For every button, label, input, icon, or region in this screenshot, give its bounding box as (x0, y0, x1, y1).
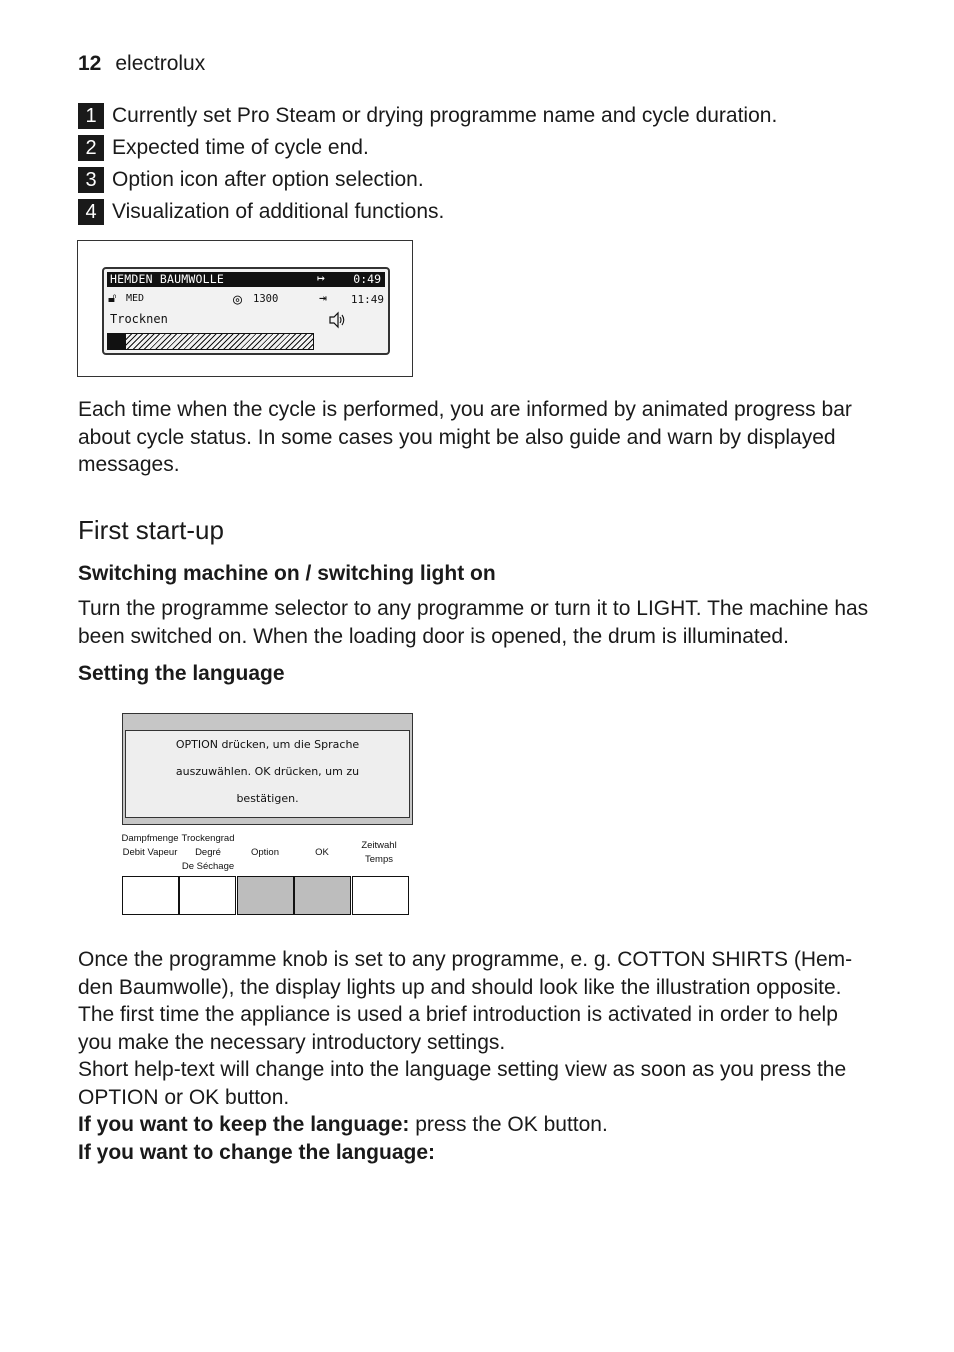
subsection-title-switching-on: Switching machine on / switching light on (78, 562, 496, 585)
ok-button[interactable] (294, 876, 351, 915)
lcd-message-line: auszuwählen. OK drücken, um zu (175, 765, 360, 778)
spin-speed: 1300 (253, 293, 279, 305)
option-button[interactable] (237, 876, 294, 915)
text-line: den Baumwolle), the display lights up and should look like the illustration opposite. (78, 975, 842, 999)
keep-language-label: If you want to keep the language: (78, 1113, 410, 1136)
progress-bar (107, 333, 314, 350)
speaker-icon (328, 311, 348, 329)
button-label-line: Trockengrad (181, 833, 235, 844)
section-title: First start-up (78, 515, 224, 545)
button-label-line: Temps (365, 854, 393, 865)
legend-number-badge: 1 (78, 103, 104, 129)
progress-bar-fill (108, 334, 126, 349)
button-label (293, 846, 351, 860)
programme-name: HEMDEN BAUMWOLLE (110, 272, 224, 286)
legend-item (78, 135, 878, 161)
programme-bar (107, 272, 385, 287)
legend-item (78, 103, 878, 129)
spin-icon: ◎ (233, 290, 243, 308)
cycle-duration: 0:49 (353, 272, 381, 286)
lcd-message-line: OPTION drücken, um die Sprache (175, 738, 360, 751)
display-illustration-language (122, 713, 413, 825)
page-header (78, 52, 205, 76)
control-panel-buttons (121, 830, 411, 916)
dryness-level: MED (126, 293, 145, 304)
text-line: Once the programme knob is set to any programme, e. g. COTTON SHIRTS (Hem- (78, 948, 853, 971)
text-line (78, 1111, 878, 1139)
button-label (236, 846, 294, 860)
keep-language-text: press the OK button. (409, 1113, 608, 1136)
lcd-message-screen (125, 730, 410, 818)
legend-text: Option icon after option selection. (112, 168, 424, 191)
text-line: The first time the appliance is used a brief introduction is activated in order to help (78, 1003, 838, 1026)
button-label-line: De Séchage (181, 861, 235, 872)
legend-number-badge: 3 (78, 167, 104, 193)
page-number: 12 (78, 52, 102, 75)
legend-number-badge: 2 (78, 135, 104, 161)
legend-text: Expected time of cycle end. (112, 136, 369, 159)
brand-name: electrolux (115, 52, 206, 75)
legend-number-badge: 4 (78, 199, 104, 225)
legend-text: Currently set Pro Steam or drying programme name and cycle duration. (112, 104, 778, 127)
subsection-title-language: Setting the language (78, 662, 285, 685)
text-line: OPTION or OK button. (78, 1085, 290, 1109)
switching-on-text: Turn the programme selector to any programme or turn it to LIGHT. The machine has been switched on. When the loading door is opened, the drum is illuminated. (78, 597, 869, 648)
button-label (121, 832, 179, 860)
button-label (179, 832, 237, 874)
legend-text: Visualization of additional functions. (112, 200, 445, 223)
progress-description: Each time when the cycle is performed, you are informed by animated progress bar about cycle status. In some cases you might be also guide and warn by displayed messages. (78, 398, 852, 476)
button-label (350, 839, 408, 867)
dryness-level-button[interactable] (179, 876, 236, 915)
time-select-button[interactable] (352, 876, 409, 915)
language-instructions (78, 946, 878, 1166)
end-time: 11:49 (350, 293, 384, 306)
legend-item (78, 167, 878, 193)
end-time-arrow-icon: ⇥ (319, 291, 327, 306)
legend-item (78, 199, 878, 225)
lcd-screen (102, 267, 390, 355)
button-label-line: OK (315, 847, 329, 858)
button-label-line: Dampfmenge (121, 833, 179, 844)
status-text: Trocknen (110, 312, 168, 326)
button-label-line: Debit Vapeur (122, 847, 178, 858)
display-illustration-running (77, 240, 413, 377)
duration-arrow-icon: ↦ (317, 271, 325, 286)
button-label-line: Zeitwahl (361, 840, 397, 851)
change-language-label: If you want to change the language: (78, 1140, 436, 1164)
lock-icon: 🔓︎ (108, 291, 117, 306)
steam-amount-button[interactable] (122, 876, 179, 915)
lcd-message-line: bestätigen. (236, 792, 299, 805)
button-label-line: Degré (195, 847, 221, 858)
text-line: you make the necessary introductory settings. (78, 1030, 506, 1054)
legend-list (78, 103, 878, 225)
button-label-line: Option (251, 847, 279, 858)
text-line: Short help-text will change into the language setting view as soon as you press the (78, 1058, 847, 1081)
